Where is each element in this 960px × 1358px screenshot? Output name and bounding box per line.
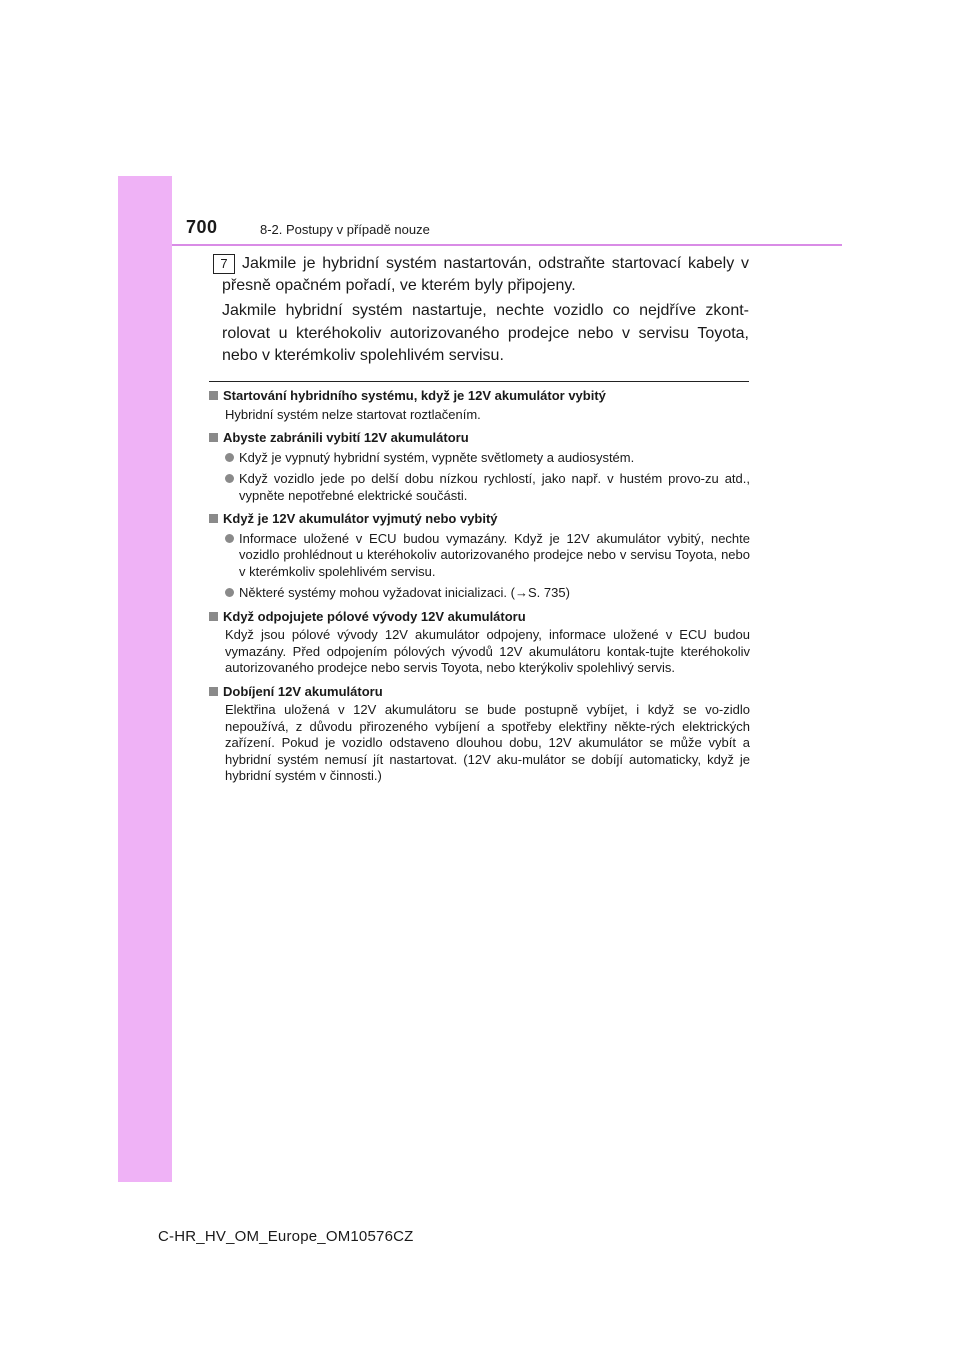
note-heading: Když je 12V akumulátor vyjmutý nebo vybitý xyxy=(223,511,498,526)
note-battery-removed xyxy=(209,511,750,602)
square-bullet-icon xyxy=(209,433,218,442)
notes-section xyxy=(209,388,750,792)
note-heading: Startování hybridního systému, když je 12V akumulátor vybitý xyxy=(223,388,606,403)
side-color-strip xyxy=(118,176,172,1182)
list-item: Některé systémy mohou vyžadovat inicializaci. (→S. 735) xyxy=(225,585,750,602)
step-number-box: 7 xyxy=(213,254,235,274)
notes-divider xyxy=(209,381,749,382)
square-bullet-icon xyxy=(209,391,218,400)
document-code: C-HR_HV_OM_Europe_OM10576CZ xyxy=(158,1228,414,1245)
step-instruction: Jakmile je hybridní systém nastartován, odstraňte startovací kabely v přesně opačném pořadí, ve kterém byly připojeny. xyxy=(222,255,749,294)
header-divider xyxy=(172,244,842,246)
note-charging xyxy=(209,684,750,785)
list-item: Když je vypnutý hybridní systém, vypněte světlomety a audiosystém. xyxy=(225,450,750,467)
list-item: Informace uložené v ECU budou vymazány. Když je 12V akumulátor vybitý, nechte vozidlo prohlédnout u kteréhokoliv autorizovaného prodejce nebo v servisu Toyota, nebo v kterémkoliv spolehlivém servisu. xyxy=(225,531,750,581)
page-number: 700 xyxy=(186,217,218,237)
note-body: Hybridní systém nelze startovat roztlačením. xyxy=(225,406,481,422)
list-item: Když vozidlo jede po delší dobu nízkou rychlostí, jako např. v hustém provo-zu atd., vypněte nepotřebné elektrické součásti. xyxy=(225,471,750,504)
circle-bullet-icon xyxy=(225,453,234,462)
note-disconnect-terminals xyxy=(209,609,750,677)
note-body: Elektřina uložená v 12V akumulátoru se bude postupně vybíjet, i když se vo-zidlo nepoužívá, z důvodu přirozeného vybíjení a spotřeby elektřiny někte-rých elektrických zařízení. Pokud je vozidlo odstaveno dlouhou dobu, 12V akumulátor se může vybít a hybridní systém nemusí jít nastartovat. (12V aku-mulátor se dobíjí automaticky, když je hybridní systém v činnosti.) xyxy=(225,702,750,783)
step-note: Jakmile hybridní systém nastartuje, nechte vozidlo co nejdříve zkont-rolovat u kteréhokoliv autorizovaného prodejce nebo v servisu Toyota, nebo v kterémkoliv spolehlivém servisu. xyxy=(222,302,749,364)
square-bullet-icon xyxy=(209,612,218,621)
circle-bullet-icon xyxy=(225,474,234,483)
note-push-start xyxy=(209,388,750,423)
square-bullet-icon xyxy=(209,687,218,696)
note-body: Když jsou pólové vývody 12V akumulátor odpojeny, informace uložené v ECU budou vymazány. Před odpojením pólových vývodů 12V akumulátoru kontak-tujte kteréhokoliv autorizovaného prodejce nebo servis Toyota, nebo kterýkoliv spolehlivý servis. xyxy=(225,627,750,675)
note-heading: Dobíjení 12V akumulátoru xyxy=(223,683,383,699)
note-heading: Když odpojujete pólové vývody 12V akumulátoru xyxy=(223,608,526,624)
section-title: 8-2. Postupy v případě nouze xyxy=(260,222,430,237)
circle-bullet-icon xyxy=(225,534,234,543)
circle-bullet-icon xyxy=(225,588,234,597)
note-prevent-discharge xyxy=(209,430,750,504)
note-heading: Abyste zabránili vybití 12V akumulátoru xyxy=(223,430,469,445)
square-bullet-icon xyxy=(209,514,218,523)
